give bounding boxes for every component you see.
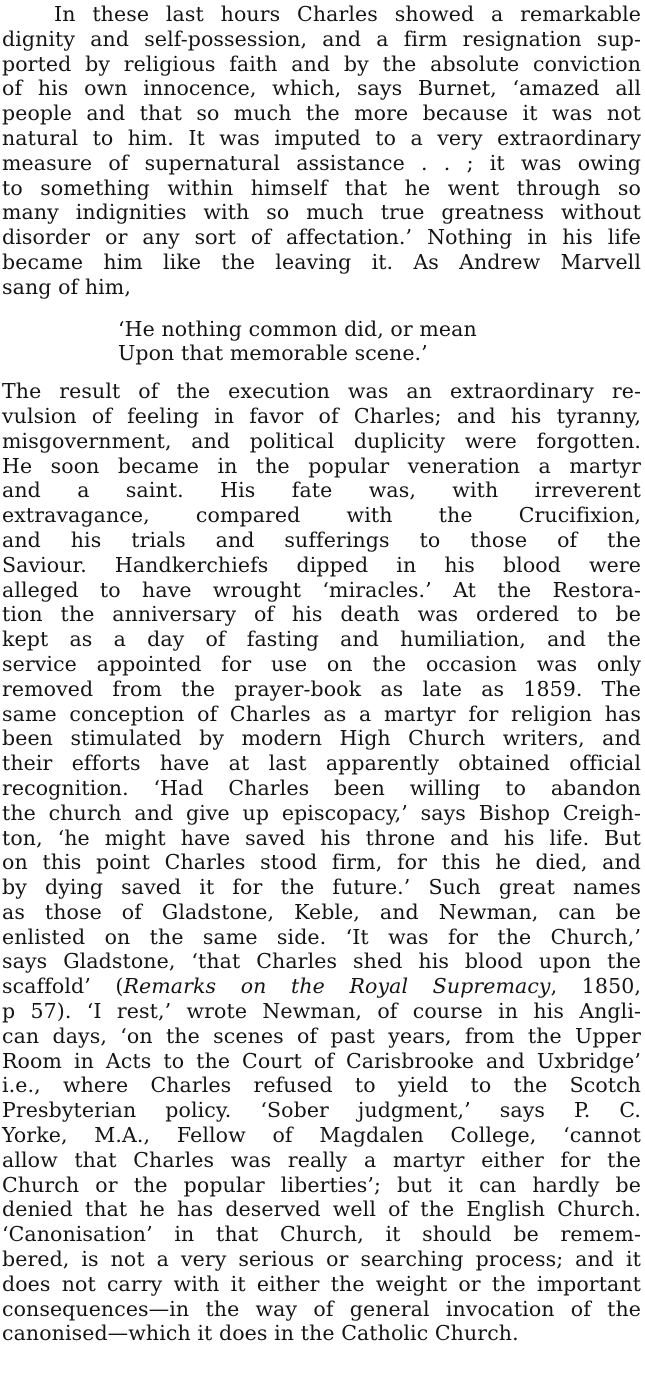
text-line: became him like the leaving it. As Andrew Marvell — [2, 249, 641, 274]
marvell-quotation — [2, 317, 641, 367]
text-line: kept as a day of fasting and humiliation, and the — [2, 627, 641, 652]
text-line: can days, ‘on the scenes of past years, from the Upper — [2, 1023, 641, 1048]
text-line: enlisted on the same side. ‘It was for the Church,’ — [2, 924, 641, 949]
citation-prefix: scaffold’ ( — [2, 974, 124, 999]
text-line: their efforts have at last apparently obtained official — [2, 751, 641, 776]
text-line: i.e., where Charles refused to yield to the Scotch — [2, 1073, 641, 1098]
text-line: as those of Gladstone, Keble, and Newman, can be — [2, 899, 641, 924]
text-line: ‘Canonisation’ in that Church, it should be remem- — [2, 1222, 641, 1247]
text-line: of his own innocence, which, says Burnet, ‘amazed all — [2, 76, 641, 101]
text-line: recognition. ‘Had Charles been willing to abandon — [2, 775, 641, 800]
text-line: many indignities with so much true greatness without — [2, 200, 641, 225]
paragraph-charles-last-hours — [2, 2, 641, 300]
text-line: measure of supernatural assistance . . ; it was owing — [2, 150, 641, 175]
text-line: same conception of Charles as a martyr for religion has — [2, 701, 641, 726]
text-line: people and that so much the more because it was not — [2, 101, 641, 126]
text-line: consequences—in the way of general invocation of the — [2, 1296, 641, 1321]
text-line: bered, is not a very serious or searching process; and it — [2, 1247, 641, 1272]
text-line: Yorke, M.A., Fellow of Magdalen College, ‘cannot — [2, 1123, 641, 1148]
text-line: misgovernment, and political duplicity were forgotten. — [2, 428, 641, 453]
text-line: on this point Charles stood firm, for this he died, and — [2, 850, 641, 875]
text-line: disorder or any sort of affectation.’ Nothing in his life — [2, 225, 641, 250]
text-line: denied that he has deserved well of the English Church. — [2, 1197, 641, 1222]
book-title-remarks-royal-supremacy: Remarks on the Royal Supremacy — [123, 974, 551, 999]
text-line: natural to him. It was imputed to a very extraordinary — [2, 125, 641, 150]
text-line: extravagance, compared with the Crucifixion, — [2, 503, 641, 528]
text-line: canonised—which it does in the Catholic Church. — [2, 1321, 519, 1346]
text-line: He soon became in the popular veneration a martyr — [2, 453, 641, 478]
text-line: to something within himself that he went through so — [2, 175, 641, 200]
text-line: and his trials and sufferings to those of the — [2, 527, 641, 552]
text-line: been stimulated by modern High Church writers, and — [2, 726, 641, 751]
text-line: allow that Charles was really a martyr either for the — [2, 1147, 641, 1172]
text-line: service appointed for use on the occasion was only — [2, 651, 641, 676]
text-line: says Gladstone, ‘that Charles shed his blood upon the — [2, 949, 641, 974]
text-line: and a saint. His fate was, with irreverent — [2, 478, 641, 503]
quote-line: Upon that memorable scene.’ — [118, 341, 428, 366]
text-line: tion the anniversary of his death was ordered to be — [2, 602, 641, 627]
text-line: alleged to have wrought ‘miracles.’ At the Restora- — [2, 577, 641, 602]
text-line-citation — [2, 974, 641, 999]
text-line: ton, ‘he might have saved his throne and his life. But — [2, 825, 641, 850]
text-line: Presbyterian policy. ‘Sober judgment,’ says P. C. — [2, 1098, 641, 1123]
text-line: p 57). ‘I rest,’ wrote Newman, of course in his Angli- — [2, 999, 641, 1024]
page — [0, 2, 645, 1394]
text-line: Saviour. Handkerchiefs dipped in his blood were — [2, 552, 641, 577]
text-line: does not carry with it either the weight or the important — [2, 1271, 641, 1296]
text-line: Room in Acts to the Court of Carisbrooke and Uxbridge’ — [2, 1048, 641, 1073]
text-line: sang of him, — [2, 274, 131, 299]
text-line: removed from the prayer-book as late as 1859. The — [2, 676, 641, 701]
text-line: the church and give up episcopacy,’ says Bishop Creigh- — [2, 800, 641, 825]
citation-suffix: , 1850, — [550, 974, 641, 999]
text-line: The result of the execution was an extraordinary re- — [2, 379, 641, 404]
text-line: Church or the popular liberties’; but it can hardly be — [2, 1172, 641, 1197]
paragraph-result-of-execution — [2, 379, 641, 1346]
text-line: ported by religious faith and by the absolute conviction — [2, 51, 641, 76]
text-line: dignity and self-possession, and a firm resignation sup- — [2, 26, 641, 51]
text-line: In these last hours Charles showed a remarkable — [54, 2, 641, 26]
text-line: by dying saved it for the future.’ Such great names — [2, 875, 641, 900]
quote-line: ‘He nothing common did, or mean — [118, 316, 477, 341]
text-line: vulsion of feeling in favor of Charles; and his tyranny, — [2, 403, 641, 428]
